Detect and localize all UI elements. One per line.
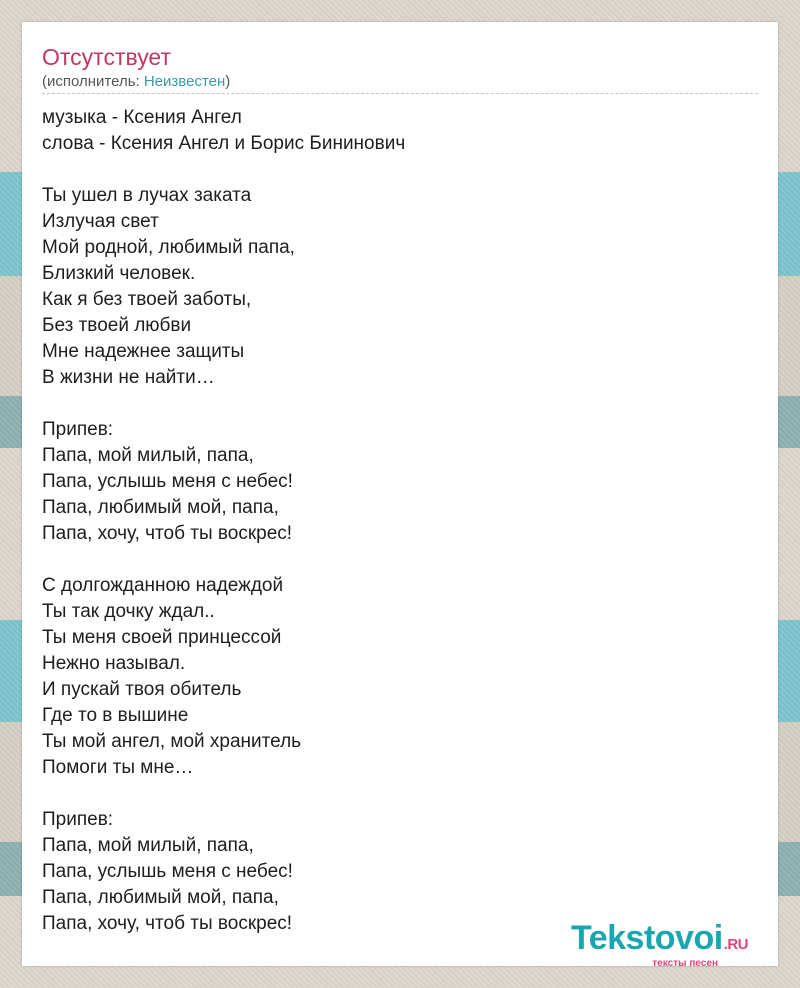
logo-wordmark	[571, 920, 748, 963]
song-title: Отсутствует	[42, 44, 171, 70]
logo-tld: .RU	[723, 936, 748, 953]
lyrics-card	[22, 22, 778, 969]
logo-tagline: тексты песен	[652, 958, 718, 969]
artist-line	[42, 73, 230, 91]
artist-prefix: (исполнитель:	[42, 73, 144, 90]
lyrics-text: музыка - Ксения Ангел слова - Ксения Ангел и Борис Бининович Ты ушел в лучах заката Излучая свет Мой родной, любимый папа, Близкий человек. Как я без твоей заботы, Без твоей любви Мне надежнее защиты В жизни не найти… Припев: Папа, мой милый, папа, Папа, услышь меня с небес! Папа, любимый мой, папа, Папа, хочу, чтоб ты воскрес! С долгожданною надеждой Ты так дочку ждал.. Ты меня своей принцессой Нежно называл. И пускай твоя обитель Где то в вышине Ты мой ангел, мой хранитель Помоги ты мне… Припев: Папа, мой милый, папа, Папа, услышь меня с небес! Папа, любимый мой, папа, Папа, хочу, чтоб ты воскрес!	[42, 107, 406, 934]
site-logo[interactable]	[571, 920, 748, 969]
artist-link[interactable]: Неизвестен	[143, 73, 226, 90]
logo-name: Tekstovoi	[570, 919, 723, 957]
dashed-divider	[42, 93, 758, 94]
artist-suffix: )	[225, 73, 231, 90]
